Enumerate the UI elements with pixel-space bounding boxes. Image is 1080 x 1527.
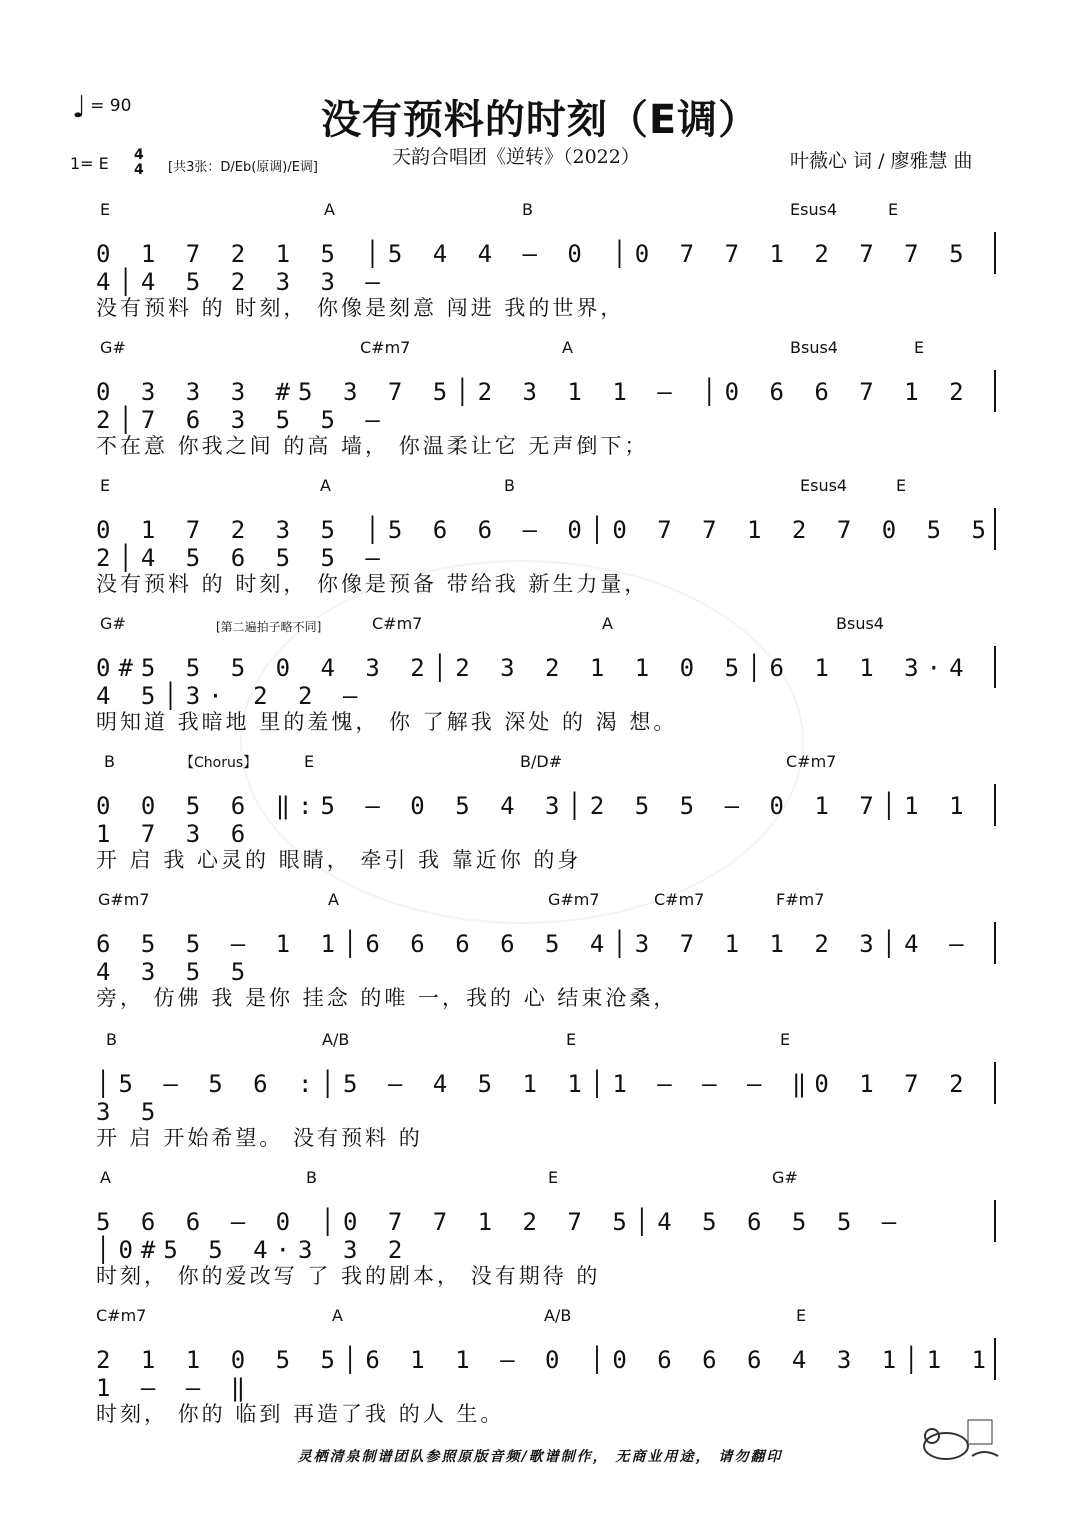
notation-line: 0#5 5 5 0 4 3 2│2 3 2 1 1 0 5│6 1 1 3·4 4 5│3· 2 2 – [96, 654, 972, 710]
chord-symbol: C#m7 [654, 890, 705, 909]
score-row [0, 476, 1080, 606]
chord-symbol: A [562, 338, 573, 357]
barline [994, 370, 996, 412]
score-row [0, 752, 1080, 882]
chord-symbol: E [566, 1030, 577, 1049]
chord-symbol: A [332, 1306, 343, 1325]
chord-symbol: B [504, 476, 515, 495]
chord-symbol: G# [772, 1168, 798, 1187]
chord-symbol: E [914, 338, 925, 357]
lyrics-line: 开 启 开始希望。 没有预料 的 [96, 1126, 423, 1150]
key-signature: 1= E [70, 154, 109, 173]
barline [994, 1338, 996, 1380]
lyrics-line: 旁， 仿佛 我 是你 挂念 的唯 一，我的 心 结束沧桑， [96, 986, 678, 1010]
time-signature-top: 4 [134, 147, 144, 163]
chord-symbol: G# [100, 338, 126, 357]
chord-symbol: A/B [322, 1030, 350, 1049]
chord-symbol: G# [100, 614, 126, 633]
score-row [0, 1168, 1080, 1298]
chord-symbol: B/D# [520, 752, 563, 771]
chord-symbol: B [104, 752, 115, 771]
score-row [0, 1030, 1080, 1160]
chord-symbol: A [328, 890, 339, 909]
chord-symbol: E [796, 1306, 807, 1325]
notation-line: 6 5 5 – 1 1│6 6 6 6 5 4│3 7 1 1 2 3│4 – 4 3 5 5 [96, 930, 972, 986]
notation-line: │5 – 5 6 :│5 – 4 5 1 1│1 – – – ‖0 1 7 2 3 5 [96, 1070, 972, 1126]
tempo-value: = 90 [90, 96, 132, 116]
barline [994, 1062, 996, 1104]
time-signature [134, 148, 144, 178]
chord-symbol: A/B [544, 1306, 572, 1325]
song-source: 天韵合唱团《逆转》（2022） [392, 146, 640, 168]
chord-symbol: C#m7 [360, 338, 411, 357]
chord-symbol: A [320, 476, 331, 495]
notation-line: 2 1 1 0 5 5│6 1 1 – 0 │0 6 6 6 4 3 1│1 1 1 – – ‖ [96, 1346, 994, 1402]
chord-symbol: E [304, 752, 315, 771]
lyrics-line: 时刻， 你的爱改写 了 我的剧本， 没有期待 的 [96, 1264, 601, 1288]
quarter-note-icon: ♩ [72, 90, 87, 125]
lyrics-line: 不在意 你我之间 的高 墙， 你温柔让它 无声倒下； [96, 434, 649, 458]
lyrics-line: 开 启 我 心灵的 眼睛， 牵引 我 靠近你 的身 [96, 848, 582, 872]
barline [994, 232, 996, 274]
score-row [0, 200, 1080, 330]
chord-symbol: C#m7 [372, 614, 423, 633]
chord-symbol: Esus4 [800, 476, 848, 495]
time-signature-bottom: 4 [134, 162, 144, 178]
score-row [0, 338, 1080, 468]
performance-note: [第二遍拍子略不同] [216, 620, 322, 634]
lyrics-line: 没有预料 的 时刻， 你像是刻意 闯进 我的世界， [96, 296, 625, 320]
chord-symbol: Esus4 [790, 200, 838, 219]
notation-line: 5 6 6 – 0 │0 7 7 1 2 7 5│4 5 6 5 5 – │0#5 5 4·3 3 2 [96, 1208, 905, 1264]
section-tag: 【Chorus】 [180, 755, 258, 771]
chord-symbol: B [522, 200, 533, 219]
chord-symbol: G#m7 [98, 890, 150, 909]
chord-symbol: E [548, 1168, 559, 1187]
notation-line: 0 0 5 6 ‖:5 – 0 5 4 3│2 5 5 – 0 1 7│1 1 1 7 3 6 [96, 792, 972, 848]
chord-symbol: Bsus4 [790, 338, 838, 357]
chord-symbol: B [106, 1030, 117, 1049]
chord-symbol: E [100, 200, 111, 219]
chord-symbol: Bsus4 [836, 614, 884, 633]
score-row [0, 890, 1080, 1020]
score-row [0, 614, 1080, 744]
notation-line: 0 3 3 3 #5 3 7 5│2 3 1 1 – │0 6 6 7 1 2 2│7 6 3 5 5 – [96, 378, 972, 434]
song-credits: 叶薇心 词 / 廖雅慧 曲 [790, 150, 973, 172]
chord-symbol: E [888, 200, 899, 219]
chord-symbol: A [602, 614, 613, 633]
chord-symbol: A [324, 200, 335, 219]
barline [994, 784, 996, 826]
barline [994, 922, 996, 964]
chord-symbol: C#m7 [786, 752, 837, 771]
chord-symbol: F#m7 [776, 890, 825, 909]
song-title: 没有预料的时刻（E调） [320, 97, 760, 143]
chord-symbol: E [780, 1030, 791, 1049]
lyrics-line: 没有预料 的 时刻， 你像是预备 带给我 新生力量， [96, 572, 649, 596]
barline [994, 646, 996, 688]
lyrics-line: 时刻， 你的 临到 再造了我 的人 生。 [96, 1402, 505, 1426]
chord-symbol: G#m7 [548, 890, 600, 909]
notation-line: 0 1 7 2 1 5 │5 4 4 – 0 │0 7 7 1 2 7 7 5 4│4 5 2 3 3 – [96, 240, 972, 296]
notation-line: 0 1 7 2 3 5 │5 6 6 – 0│0 7 7 1 2 7 0 5 5 2│4 5 6 5 5 – [96, 516, 994, 572]
sheep-logo-icon [912, 1416, 1004, 1464]
barline [994, 508, 996, 550]
chord-symbol: C#m7 [96, 1306, 147, 1325]
chord-symbol: B [306, 1168, 317, 1187]
key-note: [共3张：D/Eb(原调)/E调] [168, 160, 319, 175]
chord-symbol: A [100, 1168, 111, 1187]
chord-symbol: E [896, 476, 907, 495]
lyrics-line: 明知道 我暗地 里的羞愧， 你 了解我 深处 的 渴 想。 [96, 710, 678, 734]
chord-symbol: E [100, 476, 111, 495]
footer-note: 灵栖清泉制谱团队参照原版音频/歌谱制作， 无商业用途， 请勿翻印 [297, 1449, 783, 1465]
barline [994, 1200, 996, 1242]
